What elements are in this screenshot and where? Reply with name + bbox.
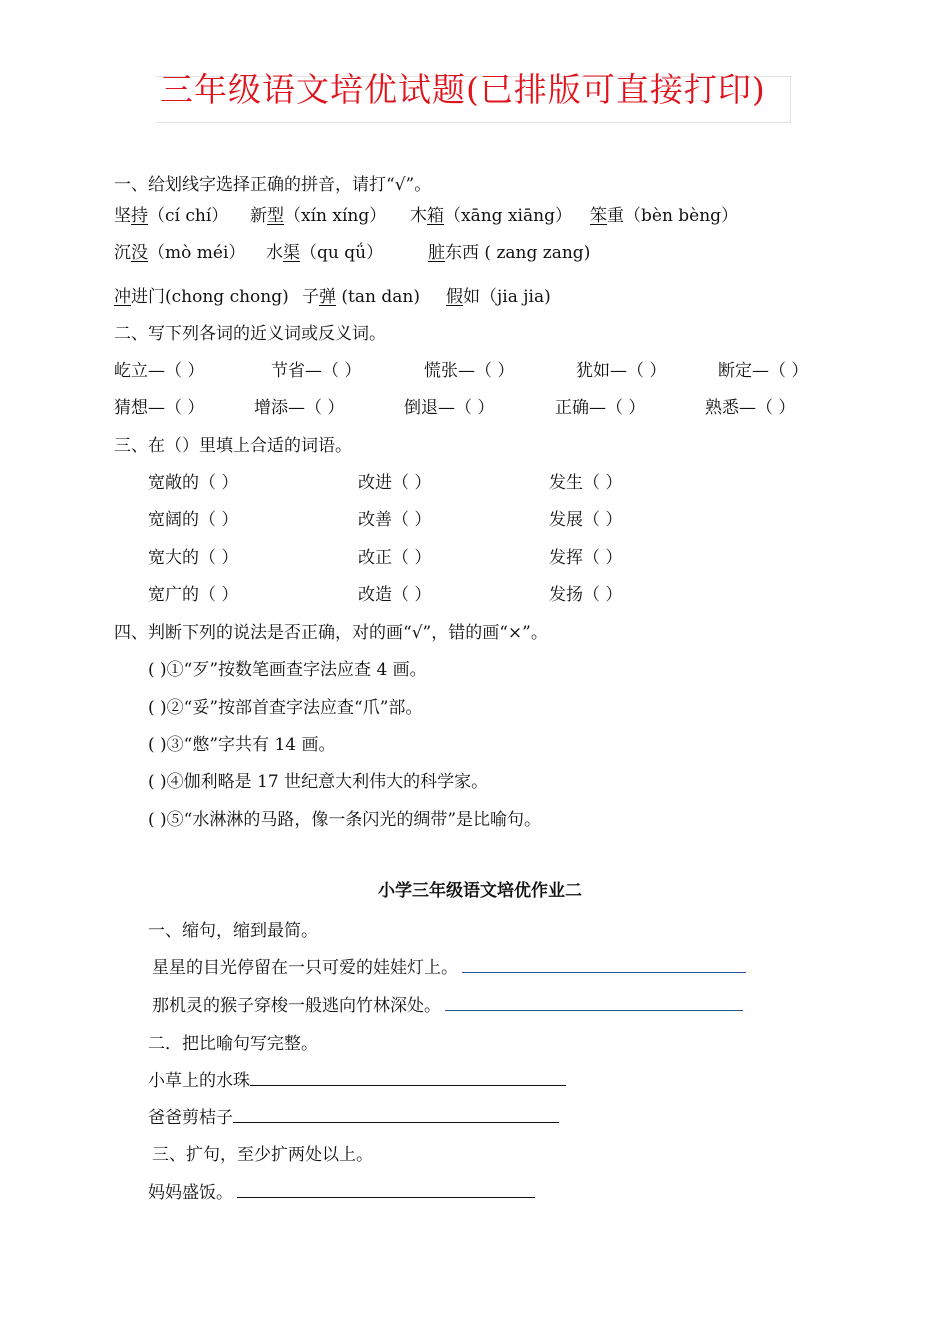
q4-item: ( )⑤“水淋淋的马路，像一条闪光的绸带”是比喻句。 <box>148 810 542 830</box>
q1-item: 子弹 (tan dan) <box>302 287 420 307</box>
q3-item: 改善（ ） <box>358 510 432 530</box>
q3-item: 宽广的（ ） <box>148 585 239 605</box>
q4-item: ( )④伽利略是 17 世纪意大利伟大的科学家。 <box>148 772 489 792</box>
q3-item: 发生（ ） <box>549 473 623 493</box>
q1-item: 冲进门(chong chong) <box>114 287 289 307</box>
answer-line[interactable] <box>233 1106 559 1123</box>
q3-item: 改正（ ） <box>358 548 432 568</box>
q1-item: 脏东西 ( zang zang) <box>428 243 591 263</box>
q2-item: 断定—（ ） <box>718 361 809 381</box>
page-title: 三年级语文培优试题(已排版可直接打印) <box>160 70 766 109</box>
answer-line[interactable] <box>445 994 743 1011</box>
q4-item: ( )③“憋”字共有 14 画。 <box>148 735 336 755</box>
q3-item: 改进（ ） <box>358 473 432 493</box>
q3-item: 宽敞的（ ） <box>148 473 239 493</box>
q2-item: 猜想—（ ） <box>114 398 205 418</box>
q1-heading: 一、给划线字选择正确的拼音，请打“√”。 <box>114 175 432 195</box>
q1-item: 新型（xín xíng） <box>250 206 387 226</box>
q3-item: 宽大的（ ） <box>148 548 239 568</box>
s2-item: 小草上的水珠 <box>148 1066 566 1091</box>
q1-item: 假如（jia jia) <box>446 287 551 307</box>
q3-item: 发扬（ ） <box>549 585 623 605</box>
s1-item: 星星的目光停留在一只可爱的娃娃灯上。 <box>152 953 746 978</box>
q2-item: 熟悉—（ ） <box>705 398 796 418</box>
q3-heading: 三、在（）里填上合适的词语。 <box>114 436 352 456</box>
answer-line[interactable] <box>250 1069 566 1086</box>
q3-item: 改造（ ） <box>358 585 432 605</box>
q3-item: 发挥（ ） <box>549 548 623 568</box>
q2-item: 屹立—（ ） <box>114 361 205 381</box>
s2-heading: 二．把比喻句写完整。 <box>148 1034 318 1054</box>
q3-item: 发展（ ） <box>549 510 623 530</box>
q4-item: ( )①“歹”按数笔画查字法应查 4 画。 <box>148 660 427 680</box>
q1-item: 木箱（xāng xiāng） <box>410 206 572 226</box>
section-title: 小学三年级语文培优作业二 <box>378 881 582 901</box>
s3-heading: 三、扩句，至少扩两处以上。 <box>152 1145 373 1165</box>
q2-item: 节省—（ ） <box>271 361 362 381</box>
q2-item: 正确—（ ） <box>555 398 646 418</box>
q1-item: 水渠（qu qǘ） <box>266 243 384 263</box>
q3-item: 宽阔的（ ） <box>148 510 239 530</box>
q2-item: 倒退—（ ） <box>404 398 495 418</box>
q2-heading: 二、写下列各词的近义词或反义词。 <box>114 324 386 344</box>
q1-item: 坚持（cí chí） <box>114 206 229 226</box>
answer-line[interactable] <box>462 956 746 973</box>
s2-item: 爸爸剪桔子 <box>148 1103 559 1128</box>
s1-heading: 一、缩句，缩到最简。 <box>148 921 318 941</box>
s1-item: 那机灵的猴子穿梭一般逃向竹林深处。 <box>152 991 743 1016</box>
s3-item: 妈妈盛饭。 <box>148 1178 535 1203</box>
q4-item: ( )②“妥”按部首查字法应查“爪”部。 <box>148 698 423 718</box>
q1-item: 笨重（bèn bèng） <box>590 206 739 226</box>
answer-line[interactable] <box>237 1181 535 1198</box>
q4-heading: 四、判断下列的说法是否正确，对的画“√”，错的画“×”。 <box>114 623 548 643</box>
q1-item: 沉没（mò méi） <box>114 243 246 263</box>
q2-item: 犹如—（ ） <box>576 361 667 381</box>
q2-item: 增添—（ ） <box>254 398 345 418</box>
q2-item: 慌张—（ ） <box>424 361 515 381</box>
